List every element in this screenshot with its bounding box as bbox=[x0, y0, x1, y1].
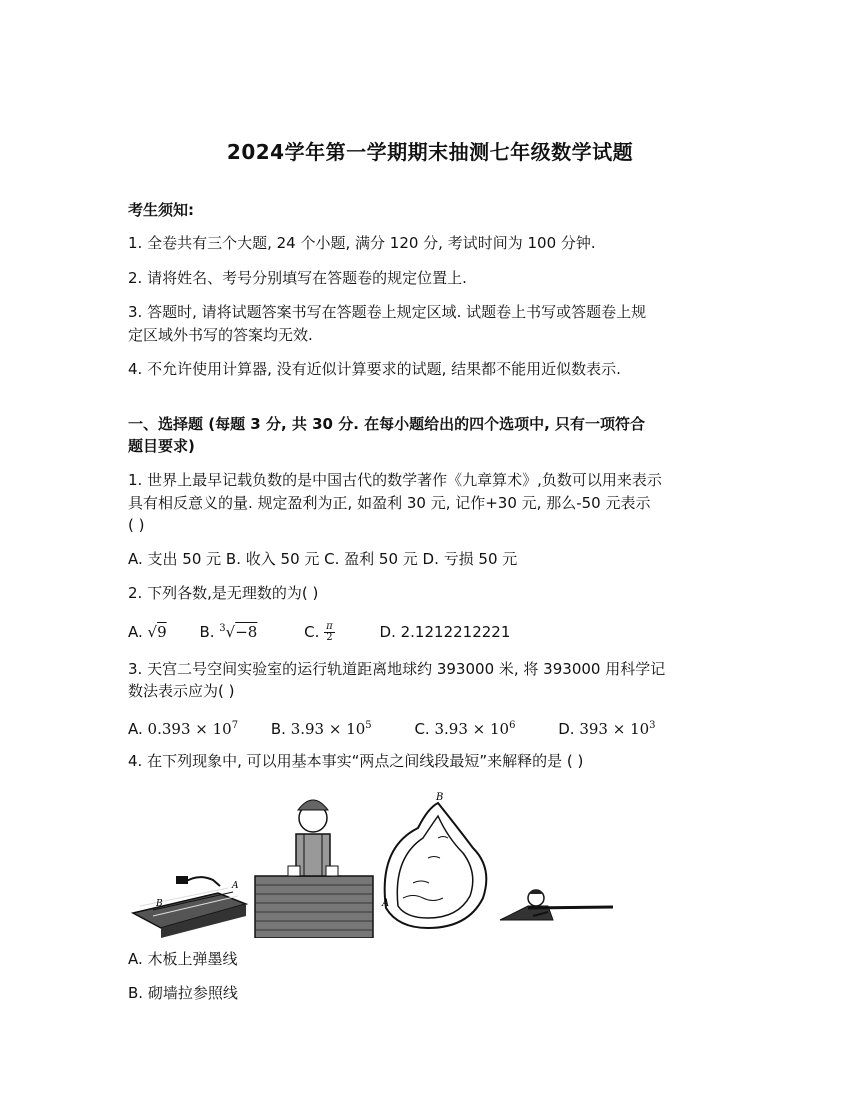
bricklayer-figure bbox=[255, 800, 373, 938]
q3-stem-line1: 3. 天宫二号空间实验室的运行轨道距离地球约 393000 米, 将 393000 用科学记 bbox=[128, 660, 666, 678]
q2-option-a: A. √9 bbox=[128, 623, 167, 641]
q2-option-b: B. $^3$√−8 bbox=[199, 623, 258, 641]
notice-item-3-cont: 定区域外书写的答案均无效. bbox=[128, 326, 313, 344]
svg-text:B: B bbox=[156, 899, 163, 909]
q3-option-a: A. $0.393 \times 10^7$ bbox=[128, 720, 239, 738]
q2-options bbox=[128, 618, 510, 643]
notice-item-3: 3. 答题时, 请将试题答案书写在答题卷上规定区域. 试题卷上书写或答题卷上规 bbox=[128, 303, 647, 321]
q3-option-c: C. $3.93 \times 10^6$ bbox=[414, 720, 516, 738]
svg-text:A: A bbox=[382, 898, 390, 909]
shooter-figure bbox=[500, 890, 613, 920]
svg-text:A: A bbox=[232, 881, 239, 891]
q1-stem-line2: 具有相反意义的量. 规定盈利为正, 如盈利 30 元, 记作+30 元, 那么-50 元表示 bbox=[128, 494, 651, 512]
page-title: 2024学年第一学期期末抽测七年级数学试题 bbox=[226, 140, 634, 164]
fraction: $\frac{\pi}{2}$ bbox=[326, 621, 333, 643]
board-figure bbox=[133, 876, 246, 938]
q2-option-d: D. 2.1212212221 bbox=[379, 623, 511, 641]
q3-stem-line2: 数法表示应为( ) bbox=[128, 682, 235, 700]
q4-figures bbox=[128, 788, 628, 938]
q4-option-b: B. 砌墙拉参照线 bbox=[128, 984, 238, 1002]
notice-item-4: 4. 不允许使用计算器, 没有近似计算要求的试题, 结果都不能用近似数表示. bbox=[128, 360, 621, 378]
q1-stem-line1: 1. 世界上最早记载负数的是中国古代的数学著作《九章算术》,负数可以用来表示 bbox=[128, 471, 662, 489]
svg-text:B: B bbox=[436, 792, 444, 803]
q4-option-a: A. 木板上弹墨线 bbox=[128, 950, 238, 968]
q1-options: A. 支出 50 元 B. 收入 50 元 C. 盈利 50 元 D. 亏损 50 元 bbox=[128, 550, 518, 568]
section-heading: 一、选择题 (每题 3 分, 共 30 分. 在每小题给出的四个选项中, 只有一项符合 bbox=[128, 415, 646, 433]
q4-stem: 4. 在下列现象中, 可以用基本事实“两点之间线段最短”来解释的是 ( ) bbox=[128, 752, 584, 770]
section-heading-cont: 题目要求) bbox=[128, 437, 195, 455]
notice-item-1: 1. 全卷共有三个大题, 24 个小题, 满分 120 分, 考试时间为 100 分钟. bbox=[128, 234, 596, 252]
cube-root-symbol: $^3$√−8 bbox=[219, 623, 258, 641]
q3-option-b: B. $3.93 \times 10^5$ bbox=[270, 720, 372, 738]
notice-heading: 考生须知: bbox=[128, 201, 194, 219]
notice-item-2: 2. 请将姓名、考号分别填写在答题卷的规定位置上. bbox=[128, 269, 467, 287]
sqrt-symbol: √9 bbox=[147, 623, 167, 641]
q1-stem-line3: ( ) bbox=[128, 516, 145, 534]
q2-option-c: C. $\frac{\pi}{2}$ bbox=[304, 621, 333, 643]
river-figure bbox=[381, 792, 486, 928]
q2-stem: 2. 下列各数,是无理数的为( ) bbox=[128, 584, 319, 602]
q3-options bbox=[128, 715, 656, 740]
q3-option-d: D. $393 \times 10^3$ bbox=[558, 720, 656, 738]
